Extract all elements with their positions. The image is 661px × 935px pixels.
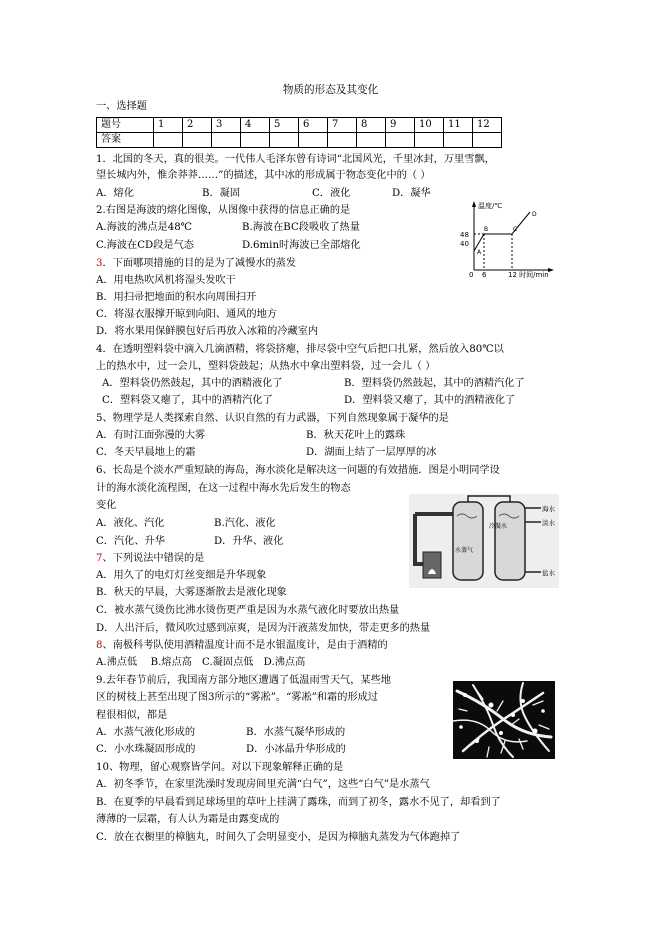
question-1-line2: 望长城内外，惟余莽莽……”的描述，其中冰的形成属于物态变化中的（ ） [96,170,431,181]
melting-curve [474,212,530,251]
question-6-line1: 6、长岛是个淡水严重短缺的海岛，海水淡化是解决这一问题的有效措施．图是小明同学设 [96,465,500,476]
option-d: D．升华、液化 [214,536,284,547]
answer-cell[interactable] [183,133,212,148]
y-tick-label: 48 [460,231,469,239]
question-number: 9 [386,118,415,133]
option-a: A．熔化 [96,188,134,199]
option-a: A.海波的沸点是48℃ [96,222,193,233]
question-5-stem: 5、物理学是人类探索自然、认识自然的有力武器，下列自然现象属于凝华的是 [96,413,449,424]
option-d: D．湖面上结了一层厚厚的冰 [306,447,437,458]
answer-cell[interactable] [357,133,386,148]
option-d: D．将水果用保鲜膜包好后再放入冰箱的冷藏室内 [96,326,319,337]
question-number: 10 [415,118,444,133]
point-label: D [532,211,537,218]
figure-label: 水蒸气 [455,547,474,554]
option-c: C.海波在CD段是气态 [96,240,194,251]
question-4-line1: 4．在透明塑料袋中滴入几滴酒精，将袋挤瘪，排尽袋中空气后把口扎紧，然后放入80℃以 [96,344,504,355]
question-number: 11 [444,118,473,133]
option-c: C．汽化、升华 [96,536,165,547]
question-7-stem [96,551,204,566]
page-title: 物质的形态及其变化 [282,84,379,96]
question-9-line2: 区的树枝上甚至出现了图3所示的“雾凇”。“雾凇”和霜的形成过 [96,692,378,703]
option-c: C．塑料袋又瘪了，其中的酒精汽化了 [102,395,273,406]
condenser-tank [495,502,525,580]
answer-cell[interactable] [444,133,473,148]
boiler-tank [453,502,483,580]
answer-cell[interactable] [154,133,183,148]
option-d: D．人出汗后，微风吹过感到凉爽，是因为汗液蒸发加快，带走更多的热量 [96,623,431,634]
question-4-line2: 上的热水中，过一会儿，塑料袋鼓起；从热水中拿出塑料袋，过一会儿（ ） [96,361,436,372]
x-tick-label: 6 [482,271,487,278]
option-a: A．用久了的电灯灯丝变细是升华现象 [96,570,267,581]
x-arrow-icon [548,268,554,272]
option-b: B．凝固 [202,188,241,199]
question-8-stem [96,638,388,653]
answer-cell[interactable] [415,133,444,148]
table-row [97,118,502,133]
question-7-text: 、下列说法中错误的是 [102,553,205,564]
option-b: B．用扫帚把地面的积水向周围扫开 [96,292,257,303]
option-b-line1: B．在夏季的早晨看到足球场里的草叶上挂满了露珠，而到了初冬，露水不见了，却看到了 [96,797,501,808]
question-number: 8 [357,118,386,133]
question-number: 3 [96,258,103,269]
question-number: 8 [96,640,103,651]
option-c: C．将湿衣服撑开晾到向阳、通风的地方 [96,309,277,320]
point-label: C [513,226,518,233]
option-a: A．用电热吹风机将湿头发吹干 [96,275,236,286]
table-row-label: 答案 [97,133,154,148]
figure-label: 冷凝水 [489,523,508,530]
option-d: D.6min时海波已全部熔化 [242,240,361,251]
option-d: D．凝华 [392,188,431,199]
figure-label: 淡水 [542,519,555,527]
option-d: D．小冰晶升华形成的 [246,744,346,755]
option-a: A．水蒸气液化形成的 [96,727,196,738]
question-number: 1 [154,118,183,133]
burner [423,552,441,578]
figure-label: 盐水 [542,569,555,577]
question-number: 6 [299,118,328,133]
y-arrow-icon [472,201,476,207]
point-label: B [484,226,489,233]
option-c: C．被水蒸气烫伤比沸水烫伤更严重是因为水蒸气液化时要放出热量 [96,605,400,616]
option-b: B．水蒸气凝华形成的 [246,727,346,738]
answer-cell[interactable] [386,133,415,148]
question-9-line3: 程很相似，都是 [96,710,168,721]
answer-cell[interactable] [212,133,241,148]
option-c: C．冬天早晨地上的霜 [96,447,196,458]
table-row-label: 题号 [97,118,154,133]
option-b: B.海波在BC段吸收了热量 [242,222,360,233]
x-axis-label: 12 时间/min [508,271,549,278]
question-3-stem [96,256,296,271]
y-axis-label: 温度/℃ [478,202,503,210]
melting-graph [452,196,562,278]
option-c: C．放在衣橱里的樟脑丸，时间久了会明显变小，是因为樟脑丸蒸发为气体跑掉了 [96,832,461,843]
point-label: A [477,249,482,256]
figure-label: 海水 [542,505,555,513]
question-10-stem: 10、物理，留心观察皆学问。对以下现象解释正确的是 [96,762,344,773]
question-number: 3 [212,118,241,133]
option-b: B．塑料袋仍然鼓起，其中的酒精汽化了 [344,378,525,389]
desalination-diagram [409,494,559,588]
answer-cell[interactable] [241,133,270,148]
question-3-text: ．下面哪项措施的目的是为了减慢水的蒸发 [102,258,297,269]
answer-table [96,117,502,148]
option-c: C．液化 [312,188,351,199]
question-8-text: 、南极科考队使用酒精温度计而不是水银温度计，是由于酒精的 [102,640,388,651]
answer-cell[interactable] [270,133,299,148]
y-tick-label: 40 [460,240,469,248]
x-tick-label: 0 [469,271,474,278]
option-a: A．塑料袋仍然鼓起，其中的酒精液化了 [102,378,283,389]
question-6-line2: 计的海水淡化流程图，在这一过程中海水先后发生的物态 [96,483,351,494]
question-number: 12 [473,118,502,133]
question-number: 4 [241,118,270,133]
question-2-stem: 2.右图是海波的熔化图像，从图像中获得的信息正确的是 [96,205,351,216]
option-a: A．初冬季节，在家里洗澡时发现房间里充满“白气”，这些“白气”是水蒸气 [96,779,430,790]
rime-photo [453,681,555,759]
question-9-line1: 9.去年春节前后，我国南方部分地区遭遇了低温雨雪天气，某些地 [96,675,391,686]
option-b-line2: 薄薄的一层霜，有人认为霜是由露变成的 [96,814,280,825]
question-1-line1: 1．北国的冬天，真的很美。一代伟人毛泽东曾有诗词“北国风光，千里冰封，万里雪飘， [96,154,495,165]
answer-cell[interactable] [328,133,357,148]
option-a: A．有时江面弥漫的大雾 [96,430,206,441]
option-c: C．小水珠凝固形成的 [96,744,196,755]
answer-cell[interactable] [473,133,502,148]
option-b: B．秋天的早晨，大雾逐渐散去是液化现象 [96,587,287,598]
question-6-line3: 变化 [96,500,117,511]
question-number: 5 [270,118,299,133]
question-number: 2 [183,118,212,133]
option-d: D．塑料袋又瘪了，其中的酒精液化了 [344,395,516,406]
section-heading: 一、选择题 [96,101,147,112]
question-number: 7 [96,553,103,564]
question-8-options: A.沸点低 B.熔点高 C.凝固点低 D.沸点高 [96,657,306,668]
answer-cell[interactable] [299,133,328,148]
option-a: A．液化、汽化 [96,518,165,529]
option-b: B．秋天花叶上的露珠 [306,430,406,441]
option-b: B.汽化、液化 [214,518,276,529]
question-number: 7 [328,118,357,133]
table-row [97,133,502,148]
